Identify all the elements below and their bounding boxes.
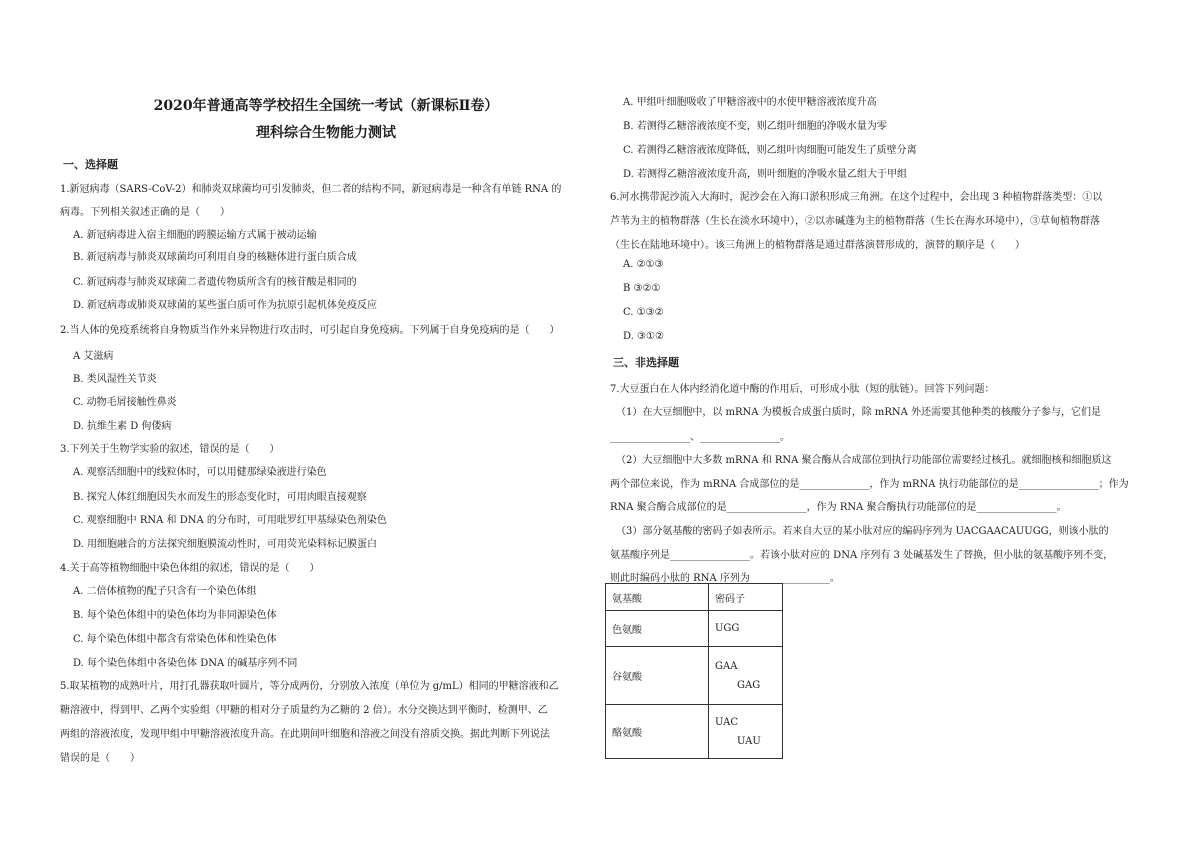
text-line: 氨基酸序列是________________。若该小肽对应的 DNA 序列有 3 处碱基发生了替换，但小肽的氨基酸序列不变， — [610, 550, 1114, 561]
text-line: B ③②① — [623, 283, 661, 294]
table-header: 氨基酸 — [606, 584, 709, 611]
table-row — [606, 647, 783, 705]
text-line: 糖溶液中，得到甲、乙两个实验组（甲糖的相对分子质量约为乙糖的 2 倍）。水分交换达到平衡时，检测甲、乙 — [60, 705, 548, 716]
text-line: 2.当人体的免疫系统将自身物质当作外来异物进行攻击时，可引起自身免疫病。下列属于自身免疫病的是（ ） — [60, 325, 560, 336]
text-line: 错误的是（ ） — [60, 753, 140, 764]
text-line: A 艾滋病 — [73, 351, 114, 362]
text-line: 4.关于高等植物细胞中染色体组的叙述，错误的是（ ） — [60, 563, 320, 574]
text-line: D. 抗维生素 D 佝偻病 — [73, 421, 172, 432]
text-line: RNA 聚合酶合成部位的是________________，作为 RNA 聚合酶执行功能部位的是________________。 — [610, 502, 1067, 513]
text-line: A. 二倍体植物的配子只含有一个染色体组 — [73, 586, 257, 597]
amino-acid-cell: 色氨酸 — [606, 611, 709, 647]
text-line: 两个部位来说，作为 mRNA 合成部位的是______________，作为 mRNA 执行功能部位的是________________；作为 — [610, 479, 1129, 490]
text-line: B. 探究人体红细胞因失水而发生的形态变化时，可用肉眼直接观察 — [73, 492, 367, 503]
table-row — [606, 611, 783, 647]
amino-acid-cell: 酪氨酸 — [606, 705, 709, 759]
text-line: 3.下列关于生物学实验的叙述，错误的是（ ） — [60, 444, 280, 455]
text-line: A. ②①③ — [623, 259, 664, 270]
text-line: B. 类风湿性关节炎 — [73, 374, 157, 385]
text-line: B. 每个染色体组中的染色体均为非同源染色体 — [73, 610, 277, 621]
exam-subtitle: 理科综合生物能力测试 — [256, 125, 396, 141]
text-line: （3）部分氨基酸的密码子如表所示。若来自大豆的某小肽对应的编码序列为 UACGAACAUUGG，则该小肽的 — [616, 526, 1109, 537]
text-line: C. 新冠病毒与肺炎双球菌二者遗传物质所含有的核苷酸是相同的 — [73, 277, 357, 288]
codon-cell — [709, 705, 783, 759]
text-line: C. 观察细胞中 RNA 和 DNA 的分布时，可用吡罗红甲基绿染色剂染色 — [73, 515, 387, 526]
text-line: （生长在陆地环境中）。该三角洲上的植物群落是通过群落演替形成的，演替的顺序是（ ） — [610, 240, 1025, 251]
codon: GAA — [715, 660, 738, 672]
text-line: 7.大豆蛋白在人体内经消化道中酶的作用后，可形成小肽（短的肽链）。回答下列问题： — [610, 384, 995, 395]
codon-cell — [709, 647, 783, 705]
codon: UAU — [737, 735, 761, 747]
table-row — [606, 705, 783, 759]
table-row — [606, 584, 783, 611]
exam-title: 2020年普通高等学校招生全国统一考试（新课标Ⅱ卷） — [153, 98, 499, 114]
amino-acid-cell: 谷氨酸 — [606, 647, 709, 705]
section-heading-nonchoice: 三、非选择题 — [613, 356, 679, 369]
text-line: （1）在大豆细胞中，以 mRNA 为模板合成蛋白质时，除 mRNA 外还需要其他种类的核酸分子参与，它们是 — [616, 407, 1102, 418]
text-line: 1.新冠病毒（SARS-CoV-2）和肺炎双球菌均可引发肺炎，但二者的结构不同，新冠病毒是一种含有单链 RNA 的 — [60, 184, 562, 195]
text-line: 则此时编码小肽的 RNA 序列为________________。 — [610, 573, 840, 584]
text-line: A. 甲组叶细胞吸收了甲糖溶液中的水使甲糖溶液浓度升高 — [623, 97, 877, 108]
text-line: D. 每个染色体组中各染色体 DNA 的碱基序列不同 — [73, 658, 298, 669]
text-line: （2）大豆细胞中大多数 mRNA 和 RNA 聚合酶从合成部位到执行功能部位需要经过核孔。就细胞核和细胞质这 — [616, 455, 1112, 466]
codon-cell: UGG — [709, 611, 783, 647]
text-line: ________________、________________。 — [610, 432, 790, 443]
text-line: 芦苇为主的植物群落（生长在淡水环境中），②以赤碱蓬为主的植物群落（生长在海水环境中），③草甸植物群落 — [610, 216, 1100, 227]
text-line: B. 新冠病毒与肺炎双球菌均可利用自身的核糖体进行蛋白质合成 — [73, 252, 357, 263]
text-line: 6.河水携带泥沙流入大海时，泥沙会在入海口淤积形成三角洲。在这个过程中，会出现 3 种植物群落类型：①以 — [610, 192, 1103, 203]
text-line: B. 若测得乙糖溶液浓度不变，则乙组叶细胞的净吸水量为零 — [623, 121, 887, 132]
text-line: D. 若测得乙糖溶液浓度升高，则叶细胞的净吸水量乙组大于甲组 — [623, 169, 908, 180]
text-line: A. 新冠病毒进入宿主细胞的跨膜运输方式属于被动运输 — [73, 230, 317, 241]
text-line: D. 用细胞融合的方法探究细胞膜流动性时，可用荧光染料标记膜蛋白 — [73, 539, 378, 550]
text-line: A. 观察活细胞中的线粒体时，可以用健那绿染液进行染色 — [73, 467, 327, 478]
section-heading-choice: 一、选择题 — [63, 158, 118, 171]
text-line: C. 动物毛屑接触性鼻炎 — [73, 397, 177, 408]
text-line: 两组的溶液浓度，发现甲组中甲糖溶液浓度升高。在此期间叶细胞和溶液之间没有溶质交换。据此判断下列说法 — [60, 729, 550, 740]
table-header: 密码子 — [709, 584, 783, 611]
text-line: 病毒。下列相关叙述正确的是（ ） — [60, 207, 230, 218]
text-line: 5.取某植物的成熟叶片，用打孔器获取叶圆片，等分成两份，分别放入浓度（单位为 g/mL）相同的甲糖溶液和乙 — [60, 681, 559, 692]
codon: UAC — [715, 716, 738, 728]
codon: GAG — [737, 679, 761, 691]
text-line: C. 若测得乙糖溶液浓度降低，则乙组叶肉细胞可能发生了质壁分离 — [623, 145, 917, 156]
text-line: C. 每个染色体组中都含有常染色体和性染色体 — [73, 634, 277, 645]
codon-table — [605, 583, 783, 759]
text-line: D. ③①② — [623, 331, 664, 342]
text-line: D. 新冠病毒或肺炎双球菌的某些蛋白质可作为抗原引起机体免疫反应 — [73, 300, 378, 311]
text-line: C. ①③② — [623, 307, 664, 318]
